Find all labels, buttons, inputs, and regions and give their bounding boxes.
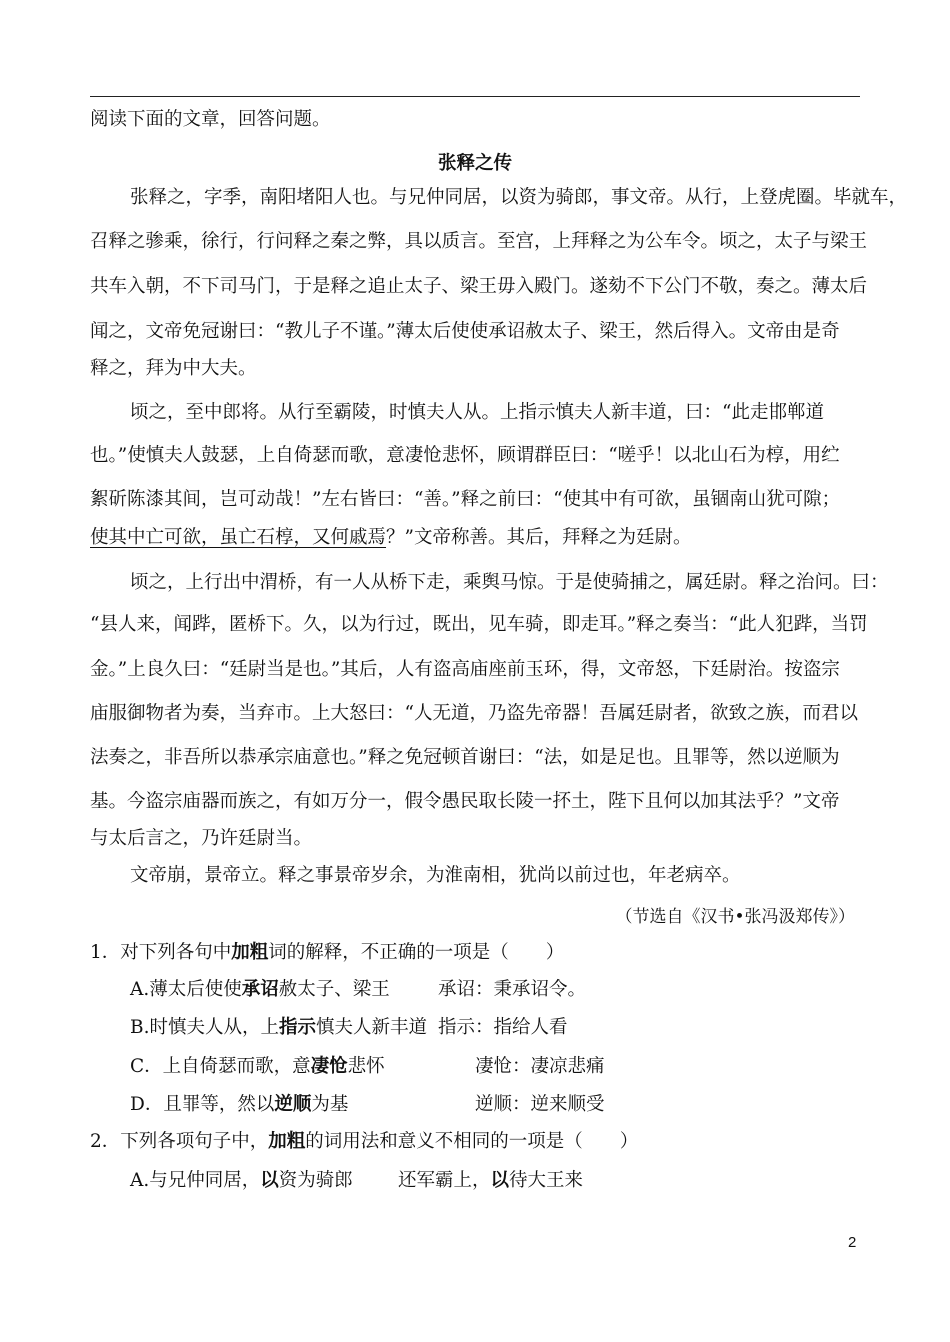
passage-line: 释之，拜为中大夫。 (90, 358, 257, 379)
instruction: 阅读下面的文章，回答问题。 (90, 109, 331, 130)
source-citation: （节选自《汉书•张冯汲郑传》） (615, 907, 855, 927)
passage-line: 絮斫陈漆其间，岂可动哉！”左右皆曰：“善。”释之前曰：“使其中有可欲，虽锢南山犹可隙； (90, 489, 841, 510)
passage-line: 顷之，至中郎将。从行至霸陵，时慎夫人从。上指示慎夫人新丰道，曰：“此走邯郸道 (130, 402, 824, 423)
question-2: 2．下列各项句子中，加粗的词用法和意义不相同的一项是（ ） (90, 1131, 639, 1152)
passage-line: 金。”上良久曰：“廷尉当是也。”其后，人有盗高庙座前玉环，得，文帝怒，下廷尉治。按盗宗 (90, 659, 840, 680)
q1-option-c-answer: 凄怆：凄凉悲痛 (475, 1056, 605, 1077)
q1-option-d: D．且罪等，然以逆顺为基 (130, 1094, 349, 1115)
passage-line: 共车入朝，不下司马门，于是释之追止太子、梁王毋入殿门。遂劾不下公门不敬，奏之。薄太后 (90, 276, 868, 297)
q2-option-a-compare: 还军霸上，以待大王来 (398, 1170, 584, 1191)
passage-line: 顷之，上行出中渭桥，有一人从桥下走，乘舆马惊。于是使骑捕之，属廷尉。释之治问。曰： (130, 572, 889, 593)
q2-option-a: A.与兄仲同居，以资为骑郎 (130, 1170, 353, 1191)
q1-option-d-answer: 逆顺：逆来顺受 (475, 1094, 605, 1115)
passage-line: 基。今盗宗庙器而族之，有如万分一，假令愚民取长陵一抔土，陛下且何以加其法乎？”文帝 (90, 791, 840, 812)
passage-title: 张释之传 (437, 153, 512, 174)
passage-line: 庙服御物者为奏，当弃市。上大怒曰：“人无道，乃盗先帝器！吾属廷尉者，欲致之族，而君以 (90, 703, 858, 724)
passage-line: 法奏之，非吾所以恭承宗庙意也。”释之免冠顿首谢曰：“法，如是足也。且罪等，然以逆顺为 (90, 747, 840, 768)
passage-line-tail: ？”文帝称善。其后，拜释之为廷尉。 (386, 527, 692, 548)
passage-line: 闻之，文帝免冠谢曰：“教儿子不谨。”薄太后使使承诏赦太子、梁王，然后得入。文帝由是奇 (90, 321, 840, 342)
passage-line: “县人来，闻跸，匿桥下。久，以为行过，既出，见车骑，即走耳。”释之奏当：“此人犯跸，当罚 (90, 614, 868, 635)
underlined-sentence: 使其中亡可欲，虽亡石椁，又何戚焉 (90, 527, 387, 548)
page-number: 2 (848, 1234, 857, 1251)
q1-option-b: B.时慎夫人从，上指示慎夫人新丰道 (130, 1017, 428, 1038)
passage-line (90, 526, 862, 550)
passage-line: 召释之骖乘，徐行，行问释之秦之弊，具以质言。至宫，上拜释之为公车令。顷之，太子与梁王 (90, 231, 868, 252)
header-rule (90, 96, 860, 97)
q1-option-a: A.薄太后使使承诏赦太子、梁王 (130, 979, 390, 1000)
passage-line: 张释之，字季，南阳堵阳人也。与兄仲同居，以资为骑郎，事文帝。从行，上登虎圈。毕就车， (130, 187, 908, 208)
q1-option-a-answer: 承诏：秉承诏令。 (438, 979, 587, 1000)
passage-line: 也。”使慎夫人鼓瑟，上自倚瑟而歌，意凄怆悲怀，顾谓群臣曰：“嗟乎！以北山石为椁，用纻 (90, 445, 840, 466)
passage-line: 与太后言之，乃许廷尉当。 (90, 828, 313, 849)
passage-line: 文帝崩，景帝立。释之事景帝岁余，为淮南相，犹尚以前过也，年老病卒。 (130, 865, 741, 886)
q1-option-b-answer: 指示：指给人看 (438, 1017, 568, 1038)
question-1: 1．对下列各句中加粗词的解释，不正确的一项是（ ） (90, 942, 565, 963)
q1-option-c: C．上自倚瑟而歌，意凄怆悲怀 (130, 1056, 385, 1077)
